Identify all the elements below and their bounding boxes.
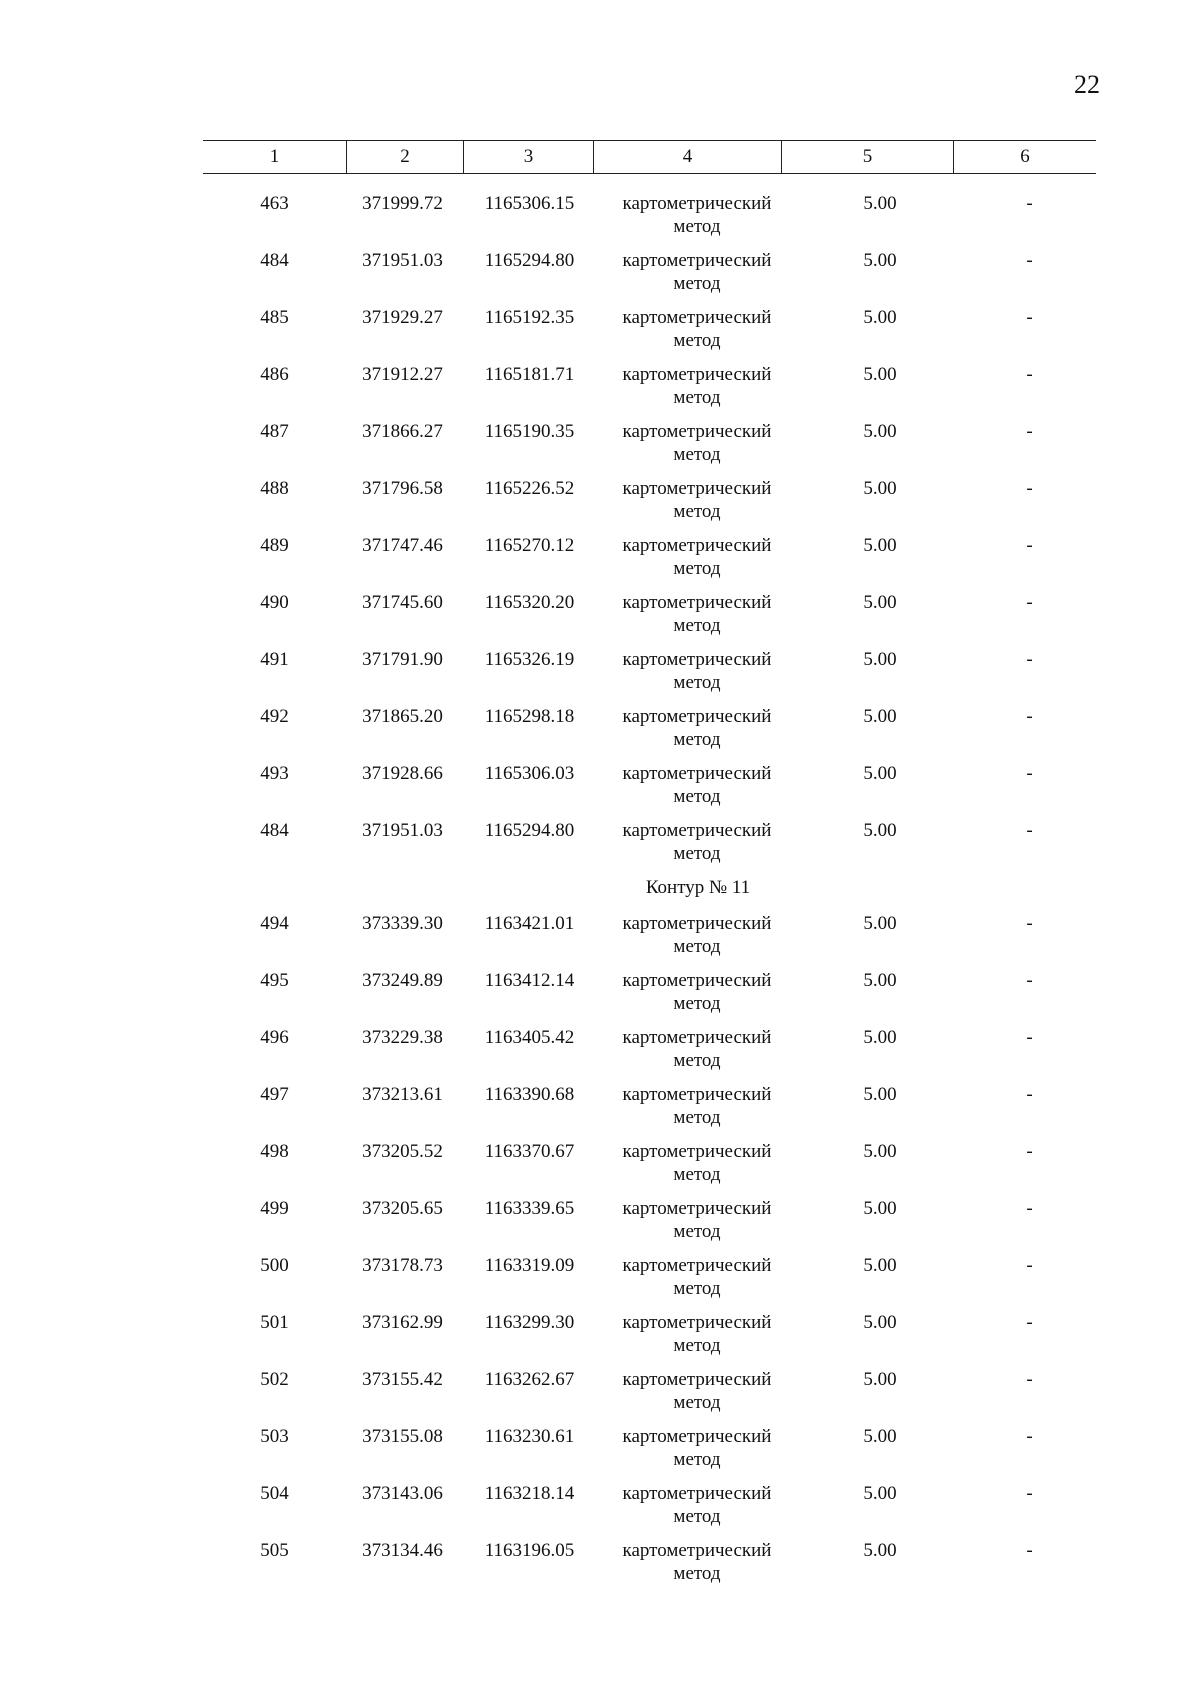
coordinate-x: 371865.20 — [362, 706, 443, 727]
method-line-2: метод — [673, 1164, 721, 1185]
method-value — [602, 192, 792, 238]
method-line-1: картометрический — [622, 1198, 772, 1219]
method-line-1: картометрический — [622, 1084, 772, 1105]
note-value: - — [1026, 1369, 1033, 1390]
coordinate-y: 1163218.14 — [484, 1483, 575, 1504]
accuracy-value: 5.00 — [863, 1255, 897, 1276]
accuracy-value: 5.00 — [863, 820, 897, 841]
method-line-2: метод — [673, 1506, 721, 1527]
contour-title — [203, 870, 1096, 906]
point-number: 484 — [260, 820, 289, 841]
method-value — [602, 1311, 792, 1357]
method-value — [602, 1425, 792, 1471]
note-value: - — [1026, 820, 1033, 841]
accuracy-value: 5.00 — [863, 1027, 897, 1048]
method-line-1: картометрический — [622, 421, 772, 442]
point-number: 491 — [260, 649, 289, 670]
table-body — [203, 186, 1096, 1590]
table-row — [203, 1419, 1096, 1476]
point-number: 486 — [260, 364, 289, 385]
point-number: 496 — [260, 1027, 289, 1048]
note-value: - — [1026, 250, 1033, 271]
point-number: 487 — [260, 421, 289, 442]
coordinate-y: 1163405.42 — [484, 1027, 575, 1048]
table-row — [203, 1248, 1096, 1305]
point-number: 501 — [260, 1312, 289, 1333]
table-row — [203, 186, 1096, 243]
coordinate-y: 1165181.71 — [484, 364, 575, 385]
point-number: 498 — [260, 1141, 289, 1162]
coordinate-x: 371791.90 — [362, 649, 443, 670]
note-value: - — [1026, 649, 1033, 670]
method-value — [602, 591, 792, 637]
coordinate-y: 1165226.52 — [484, 478, 575, 499]
coordinate-x: 373134.46 — [362, 1540, 443, 1561]
method-value — [602, 534, 792, 580]
table-row — [203, 1533, 1096, 1590]
method-line-1: картометрический — [622, 1540, 772, 1561]
table-row — [203, 1476, 1096, 1533]
method-value — [602, 1083, 792, 1129]
note-value: - — [1026, 1426, 1033, 1447]
accuracy-value: 5.00 — [863, 193, 897, 214]
accuracy-value: 5.00 — [863, 1084, 897, 1105]
coordinate-y: 1163319.09 — [484, 1255, 575, 1276]
method-line-2: метод — [673, 843, 721, 864]
coordinate-x: 373143.06 — [362, 1483, 443, 1504]
coordinate-y: 1163421.01 — [484, 913, 575, 934]
coordinate-y: 1165192.35 — [484, 307, 575, 328]
method-line-2: метод — [673, 1278, 721, 1299]
method-line-2: метод — [673, 1335, 721, 1356]
accuracy-value: 5.00 — [863, 1198, 897, 1219]
table-row — [203, 414, 1096, 471]
note-value: - — [1026, 763, 1033, 784]
point-number: 495 — [260, 970, 289, 991]
method-line-2: метод — [673, 1392, 721, 1413]
coordinate-x: 371999.72 — [362, 193, 443, 214]
coordinate-x: 373178.73 — [362, 1255, 443, 1276]
coordinate-x: 373162.99 — [362, 1312, 443, 1333]
note-value: - — [1026, 1141, 1033, 1162]
method-line-2: метод — [673, 729, 721, 750]
method-line-2: метод — [673, 558, 721, 579]
coordinate-x: 371745.60 — [362, 592, 443, 613]
method-line-1: картометрический — [622, 913, 772, 934]
table-row — [203, 528, 1096, 585]
accuracy-value: 5.00 — [863, 1483, 897, 1504]
method-line-1: картометрический — [622, 1369, 772, 1390]
coordinate-y: 1165294.80 — [484, 250, 575, 271]
method-line-1: картометрический — [622, 307, 772, 328]
method-line-1: картометрический — [622, 478, 772, 499]
coordinate-y: 1165306.03 — [484, 763, 575, 784]
table-header — [203, 140, 1096, 174]
coordinate-x: 373155.42 — [362, 1369, 443, 1390]
method-value — [602, 1254, 792, 1300]
accuracy-value: 5.00 — [863, 970, 897, 991]
note-value: - — [1026, 478, 1033, 499]
note-value: - — [1026, 1540, 1033, 1561]
method-line-2: метод — [673, 672, 721, 693]
accuracy-value: 5.00 — [863, 763, 897, 784]
coordinate-y: 1163339.65 — [484, 1198, 575, 1219]
method-line-1: картометрический — [622, 1141, 772, 1162]
table-row — [203, 357, 1096, 414]
table-row — [203, 243, 1096, 300]
method-value — [602, 705, 792, 751]
accuracy-value: 5.00 — [863, 1540, 897, 1561]
coordinate-y: 1165294.80 — [484, 820, 575, 841]
method-value — [602, 1368, 792, 1414]
coordinate-y: 1165320.20 — [484, 592, 575, 613]
coordinate-x: 371928.66 — [362, 763, 443, 784]
method-line-2: метод — [673, 1563, 721, 1584]
note-value: - — [1026, 706, 1033, 727]
method-value — [602, 762, 792, 808]
column-header-3: 3 — [463, 141, 593, 173]
method-line-1: картометрический — [622, 535, 772, 556]
method-value — [602, 1026, 792, 1072]
method-line-1: картометрический — [622, 706, 772, 727]
coordinate-x: 373205.65 — [362, 1198, 443, 1219]
coordinate-x: 371929.27 — [362, 307, 443, 328]
coordinate-x: 371951.03 — [362, 820, 443, 841]
coordinate-y: 1165270.12 — [484, 535, 575, 556]
method-line-2: метод — [673, 786, 721, 807]
coordinate-y: 1163390.68 — [484, 1084, 575, 1105]
note-value: - — [1026, 193, 1033, 214]
column-header-4: 4 — [593, 141, 781, 173]
point-number: 494 — [260, 913, 289, 934]
point-number: 500 — [260, 1255, 289, 1276]
point-number: 484 — [260, 250, 289, 271]
method-line-1: картометрический — [622, 970, 772, 991]
table-row — [203, 963, 1096, 1020]
method-line-1: картометрический — [622, 1027, 772, 1048]
coordinate-x: 373229.38 — [362, 1027, 443, 1048]
coordinate-y: 1163412.14 — [484, 970, 575, 991]
table-row — [203, 585, 1096, 642]
coordinate-x: 371796.58 — [362, 478, 443, 499]
coordinate-x: 373155.08 — [362, 1426, 443, 1447]
point-number: 489 — [260, 535, 289, 556]
note-value: - — [1026, 970, 1033, 991]
method-line-2: метод — [673, 330, 721, 351]
accuracy-value: 5.00 — [863, 649, 897, 670]
coordinate-y: 1165298.18 — [484, 706, 575, 727]
coordinate-x: 371912.27 — [362, 364, 443, 385]
method-line-2: метод — [673, 1107, 721, 1128]
method-line-1: картометрический — [622, 1426, 772, 1447]
method-line-2: метод — [673, 936, 721, 957]
point-number: 502 — [260, 1369, 289, 1390]
note-value: - — [1026, 364, 1033, 385]
method-line-2: метод — [673, 1449, 721, 1470]
method-value — [602, 969, 792, 1015]
accuracy-value: 5.00 — [863, 364, 897, 385]
method-value — [602, 1539, 792, 1585]
column-header-5: 5 — [781, 141, 953, 173]
point-number: 493 — [260, 763, 289, 784]
note-value: - — [1026, 592, 1033, 613]
coordinate-x: 371747.46 — [362, 535, 443, 556]
coordinate-y: 1163230.61 — [484, 1426, 575, 1447]
page-number: 22 — [1074, 70, 1100, 99]
method-value — [602, 363, 792, 409]
point-number: 490 — [260, 592, 289, 613]
table-row — [203, 1305, 1096, 1362]
note-value: - — [1026, 307, 1033, 328]
table-row — [203, 1191, 1096, 1248]
note-value: - — [1026, 913, 1033, 934]
coordinate-y: 1165190.35 — [484, 421, 575, 442]
method-line-2: метод — [673, 273, 721, 294]
point-number: 488 — [260, 478, 289, 499]
method-line-1: картометрический — [622, 649, 772, 670]
point-number: 503 — [260, 1426, 289, 1447]
note-value: - — [1026, 1027, 1033, 1048]
table-row — [203, 300, 1096, 357]
coordinate-y: 1163370.67 — [484, 1141, 575, 1162]
method-value — [602, 477, 792, 523]
note-value: - — [1026, 1198, 1033, 1219]
accuracy-value: 5.00 — [863, 1369, 897, 1390]
table-row — [203, 1134, 1096, 1191]
coordinate-y: 1163262.67 — [484, 1369, 575, 1390]
method-value — [602, 249, 792, 295]
method-value — [602, 1197, 792, 1243]
method-value — [602, 912, 792, 958]
coordinate-y: 1165306.15 — [484, 193, 575, 214]
method-line-2: метод — [673, 387, 721, 408]
method-line-1: картометрический — [622, 1312, 772, 1333]
coordinate-y: 1165326.19 — [484, 649, 575, 670]
coordinate-y: 1163196.05 — [484, 1540, 575, 1561]
method-line-1: картометрический — [622, 820, 772, 841]
method-line-1: картометрический — [622, 1255, 772, 1276]
note-value: - — [1026, 1312, 1033, 1333]
coordinate-x: 373249.89 — [362, 970, 443, 991]
column-header-2: 2 — [346, 141, 463, 173]
method-line-1: картометрический — [622, 763, 772, 784]
method-line-2: метод — [673, 444, 721, 465]
accuracy-value: 5.00 — [863, 592, 897, 613]
table-row — [203, 756, 1096, 813]
point-number: 499 — [260, 1198, 289, 1219]
column-header-1: 1 — [269, 146, 280, 167]
coordinate-x: 373339.30 — [362, 913, 443, 934]
accuracy-value: 5.00 — [863, 1312, 897, 1333]
point-number: 492 — [260, 706, 289, 727]
coordinate-x: 371951.03 — [362, 250, 443, 271]
point-number: 504 — [260, 1483, 289, 1504]
point-number: 505 — [260, 1540, 289, 1561]
note-value: - — [1026, 535, 1033, 556]
note-value: - — [1026, 421, 1033, 442]
coordinate-x: 373213.61 — [362, 1084, 443, 1105]
note-value: - — [1026, 1084, 1033, 1105]
accuracy-value: 5.00 — [863, 535, 897, 556]
table-row — [203, 906, 1096, 963]
point-number: 463 — [260, 193, 289, 214]
table-row — [203, 1020, 1096, 1077]
method-value — [602, 306, 792, 352]
accuracy-value: 5.00 — [863, 706, 897, 727]
contour-title-text: Контур № 11 — [645, 877, 751, 898]
table-row — [203, 471, 1096, 528]
method-line-1: картометрический — [622, 250, 772, 271]
accuracy-value: 5.00 — [863, 250, 897, 271]
table-row — [203, 699, 1096, 756]
method-line-2: метод — [673, 216, 721, 237]
accuracy-value: 5.00 — [863, 478, 897, 499]
coordinate-x: 373205.52 — [362, 1141, 443, 1162]
table-row — [203, 813, 1096, 870]
method-line-1: картометрический — [622, 592, 772, 613]
point-number: 485 — [260, 307, 289, 328]
method-value — [602, 819, 792, 865]
method-line-1: картометрический — [622, 1483, 772, 1504]
method-line-1: картометрический — [622, 193, 772, 214]
method-value — [602, 1482, 792, 1528]
table-row — [203, 1077, 1096, 1134]
accuracy-value: 5.00 — [863, 307, 897, 328]
method-line-2: метод — [673, 615, 721, 636]
table-row — [203, 1362, 1096, 1419]
method-value — [602, 648, 792, 694]
note-value: - — [1026, 1255, 1033, 1276]
method-value — [602, 1140, 792, 1186]
accuracy-value: 5.00 — [863, 1426, 897, 1447]
method-line-2: метод — [673, 1221, 721, 1242]
note-value: - — [1026, 1483, 1033, 1504]
coordinate-y: 1163299.30 — [484, 1312, 575, 1333]
method-line-2: метод — [673, 501, 721, 522]
method-line-1: картометрический — [622, 364, 772, 385]
column-header-6: 6 — [953, 141, 1096, 173]
accuracy-value: 5.00 — [863, 913, 897, 934]
method-value — [602, 420, 792, 466]
method-line-2: метод — [673, 993, 721, 1014]
point-number: 497 — [260, 1084, 289, 1105]
accuracy-value: 5.00 — [863, 1141, 897, 1162]
accuracy-value: 5.00 — [863, 421, 897, 442]
table-row — [203, 642, 1096, 699]
coordinate-x: 371866.27 — [362, 421, 443, 442]
method-line-2: метод — [673, 1050, 721, 1071]
